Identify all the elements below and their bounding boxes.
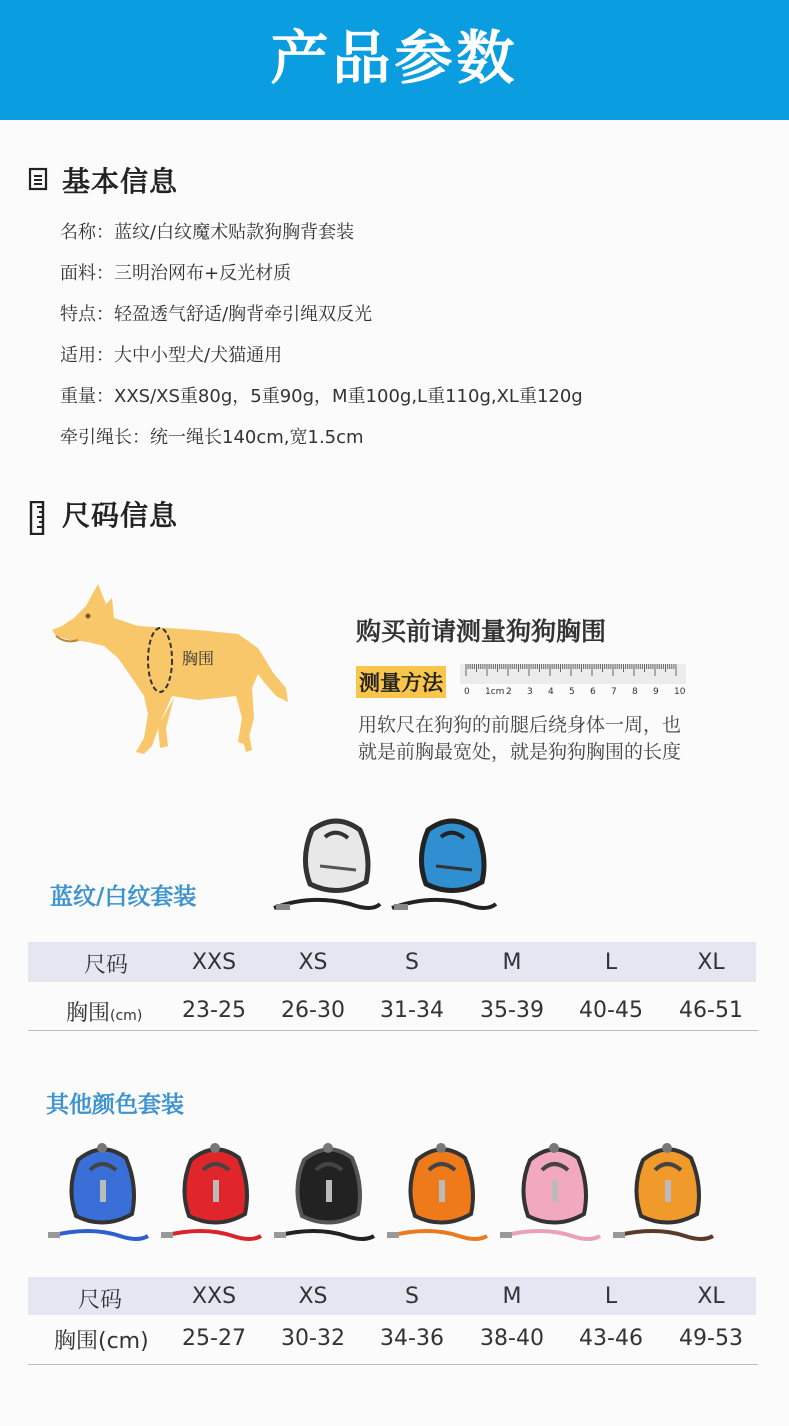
white-harness-image <box>274 821 380 910</box>
measure-desc-line-2: 就是前胸最宽处，就是狗狗胸围的长度 <box>358 741 682 763</box>
ruler-icon <box>28 501 50 527</box>
info-name: 名称：蓝纹/白纹魔术贴款狗胸背套装 <box>60 222 355 243</box>
ruler-label: 10 <box>674 687 686 697</box>
dog-illustration <box>48 578 296 760</box>
document-icon <box>28 167 50 193</box>
group1-product-image <box>270 812 510 924</box>
info-leash-length: 牵引绳长：统一绳长140cm,宽1.5cm <box>60 427 364 448</box>
harness-image <box>500 1143 600 1239</box>
harness-image <box>387 1143 487 1239</box>
group2-chest-cell: 25-27 <box>182 1326 246 1351</box>
group2-chest-label: 胸围(cm) <box>54 1329 149 1354</box>
info-material: 面料：三明治网布+反光材质 <box>60 263 292 284</box>
ruler-label: 7 <box>611 687 617 697</box>
ruler-label: 8 <box>632 687 638 697</box>
blue-harness-image <box>392 821 496 910</box>
group1-size-cell: XXS <box>191 950 237 975</box>
info-weight: 重量：XXS/XS重80g，5重90g，M重100g,L重110g,XL重120g <box>60 386 583 407</box>
ruler-label: 1cm <box>485 687 505 697</box>
group1-chest-label-text: 胸围 <box>66 1001 111 1026</box>
group1-chest-cell: 40-45 <box>579 998 643 1023</box>
dog-chest-label: 胸围 <box>182 649 215 668</box>
harness-image <box>48 1143 148 1239</box>
group2-size-row <box>28 1277 756 1315</box>
group1-chest-cell: 46-51 <box>679 998 743 1023</box>
ruler-label: 9 <box>653 687 659 697</box>
group1-chest-label <box>66 996 176 1027</box>
group1-chest-cell: 26-30 <box>281 998 345 1023</box>
group1-title: 蓝纹/白纹套装 <box>50 884 197 910</box>
group1-size-cell: XL <box>697 950 725 975</box>
ruler-label: 3 <box>527 687 533 697</box>
group1-size-cell: XS <box>298 950 328 975</box>
group1-size-label: 尺码 <box>84 953 129 978</box>
harness-image <box>161 1143 261 1239</box>
group2-size-cell: XL <box>697 1284 725 1309</box>
size-info-heading <box>28 494 178 534</box>
ruler-label: 6 <box>590 687 596 697</box>
ruler-label: 4 <box>548 687 554 697</box>
ruler-label: 5 <box>569 687 575 697</box>
group2-chest-cell: 30-32 <box>281 1326 345 1351</box>
info-feature: 特点：轻盈透气舒适/胸背牵引绳双反光 <box>60 304 373 325</box>
group2-product-image <box>40 1140 740 1255</box>
group1-size-row <box>28 942 756 982</box>
group2-size-cell: M <box>502 1284 522 1309</box>
basic-info-heading <box>28 160 178 200</box>
basic-info-title: 基本信息 <box>62 165 179 198</box>
info-usage: 适用：大中小型犬/犬猫通用 <box>60 345 283 366</box>
measure-heading: 购买前请测量狗狗胸围 <box>356 617 607 646</box>
group2-chest-cell: 43-46 <box>579 1326 643 1351</box>
group2-chest-cell: 49-53 <box>679 1326 743 1351</box>
harness-image <box>274 1143 374 1239</box>
ruler-graphic <box>460 664 686 698</box>
group2-size-cell: S <box>405 1284 419 1309</box>
group1-chest-cell: 35-39 <box>480 998 544 1023</box>
measure-method-label: 测量方法 <box>356 666 446 698</box>
group2-size-cell: XXS <box>191 1284 237 1309</box>
group1-divider <box>28 1030 758 1031</box>
group1-chest-row <box>28 994 756 1030</box>
group1-chest-unit: (cm) <box>110 1008 143 1024</box>
group2-size-label: 尺码 <box>78 1288 123 1313</box>
ruler-label: 0 <box>464 687 470 697</box>
group2-chest-row <box>28 1322 756 1360</box>
group1-size-cell: L <box>604 950 618 975</box>
page-title: 产品参数 <box>270 24 519 92</box>
group2-size-cell: L <box>604 1284 618 1309</box>
group2-chest-cell: 34-36 <box>380 1326 444 1351</box>
harness-image <box>613 1143 713 1239</box>
group1-size-cell: S <box>405 950 419 975</box>
group2-chest-cell: 38-40 <box>480 1326 544 1351</box>
group1-size-cell: M <box>502 950 522 975</box>
group1-chest-cell: 31-34 <box>380 998 444 1023</box>
group1-chest-cell: 23-25 <box>182 998 246 1023</box>
size-info-title: 尺码信息 <box>62 499 179 532</box>
group2-size-cell: XS <box>298 1284 328 1309</box>
ruler-label: 2 <box>506 687 512 697</box>
measure-desc-line-1: 用软尺在狗狗的前腿后绕身体一周，也 <box>358 714 682 736</box>
group2-divider <box>28 1364 758 1365</box>
group2-title: 其他颜色套装 <box>46 1092 184 1118</box>
